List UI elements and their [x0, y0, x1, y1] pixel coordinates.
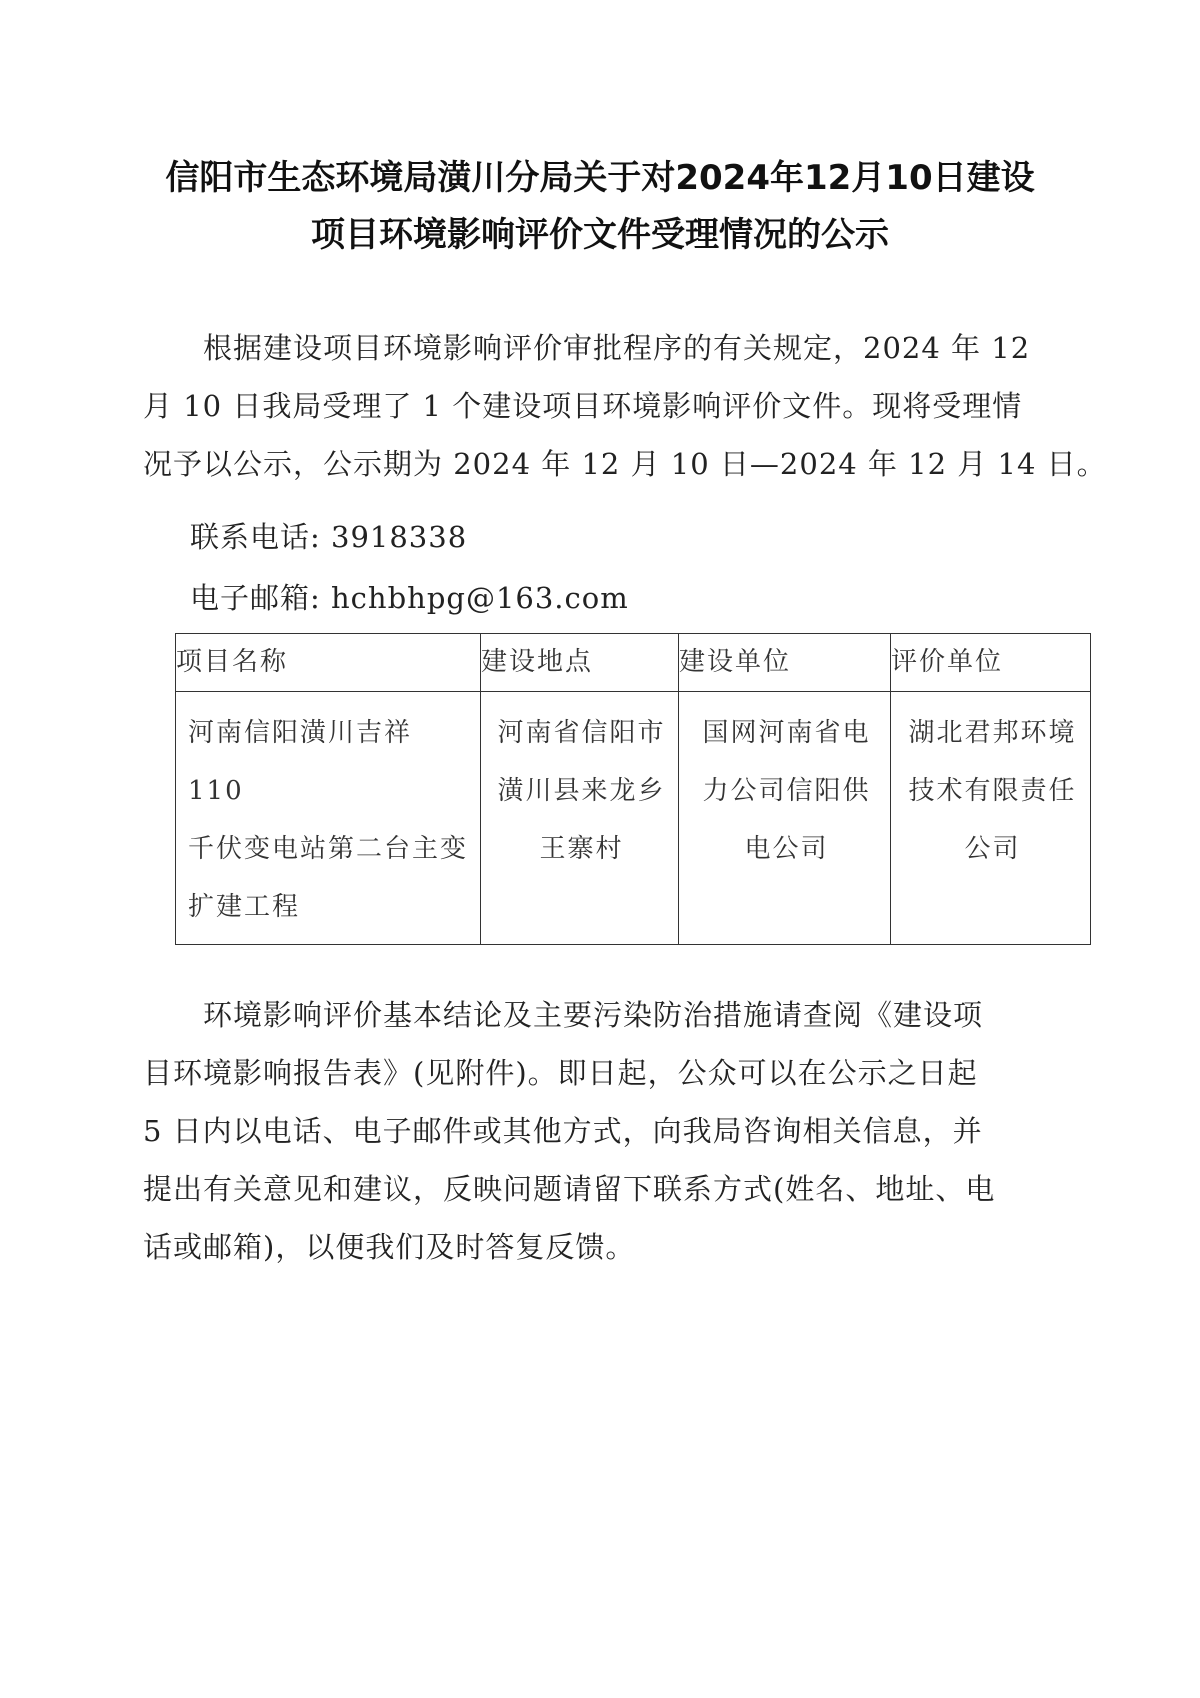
- conclusion-line-1: 环境影响评价基本结论及主要污染防治措施请查阅《建设项: [203, 998, 984, 1032]
- contact-email: 电子邮箱: hchbhpg@163.com: [190, 581, 629, 615]
- conclusion-line-2: 目环境影响报告表》(见附件)。即日起，公众可以在公示之日起: [143, 1056, 978, 1090]
- cell-text: 力公司信阳供: [702, 776, 871, 806]
- cell-text: 国网河南省电: [702, 718, 871, 748]
- cell-text: 电公司: [744, 834, 829, 864]
- header-evaluator: 评价单位: [891, 634, 1091, 692]
- cell-text: 王寨村: [539, 834, 624, 864]
- cell-text: 公司: [964, 834, 1021, 864]
- table-row: [176, 692, 1091, 945]
- conclusion-line-5: 话或邮箱)，以便我们及时答复反馈。: [143, 1230, 636, 1264]
- title-line-1: 信阳市生态环境局潢川分局关于对2024年12月10日建设: [165, 158, 1035, 198]
- title-line-2: 项目环境影响评价文件受理情况的公示: [311, 215, 889, 255]
- intro-line-1: 根据建设项目环境影响评价审批程序的有关规定，2024 年 12: [203, 331, 1031, 365]
- cell-text: 千伏变电站第二台主变: [188, 834, 469, 864]
- contact-phone: 联系电话: 3918338: [190, 520, 468, 554]
- project-table: [175, 633, 1091, 945]
- intro-line-3: 况予以公示，公示期为 2024 年 12 月 10 日—2024 年 12 月 14 日。: [143, 447, 1107, 481]
- conclusion-line-3: 5 日内以电话、电子邮件或其他方式，向我局咨询相关信息，并: [143, 1114, 983, 1148]
- cell-project-name: [176, 692, 481, 945]
- cell-location: [481, 692, 679, 945]
- cell-text: 潢川县来龙乡: [497, 776, 666, 806]
- header-project-name: 项目名称: [176, 634, 481, 692]
- table-header-row: [176, 634, 1091, 692]
- cell-evaluator: [891, 692, 1091, 945]
- page-title: [130, 150, 1070, 264]
- cell-text: 技术有限责任: [908, 776, 1077, 806]
- cell-text: 河南信阳潢川吉祥 110: [188, 718, 413, 806]
- intro-line-2: 月 10 日我局受理了 1 个建设项目环境影响评价文件。现将受理情: [143, 389, 1023, 423]
- header-location: 建设地点: [481, 634, 679, 692]
- cell-text: 河南省信阳市: [497, 718, 666, 748]
- cell-text: 扩建工程: [188, 892, 301, 922]
- conclusion-paragraph: [143, 986, 1058, 1276]
- header-builder: 建设单位: [679, 634, 891, 692]
- cell-text: 湖北君邦环境: [908, 718, 1077, 748]
- cell-builder: [679, 692, 891, 945]
- intro-paragraph: [143, 319, 1107, 493]
- conclusion-line-4: 提出有关意见和建议，反映问题请留下联系方式(姓名、地址、电: [143, 1172, 996, 1206]
